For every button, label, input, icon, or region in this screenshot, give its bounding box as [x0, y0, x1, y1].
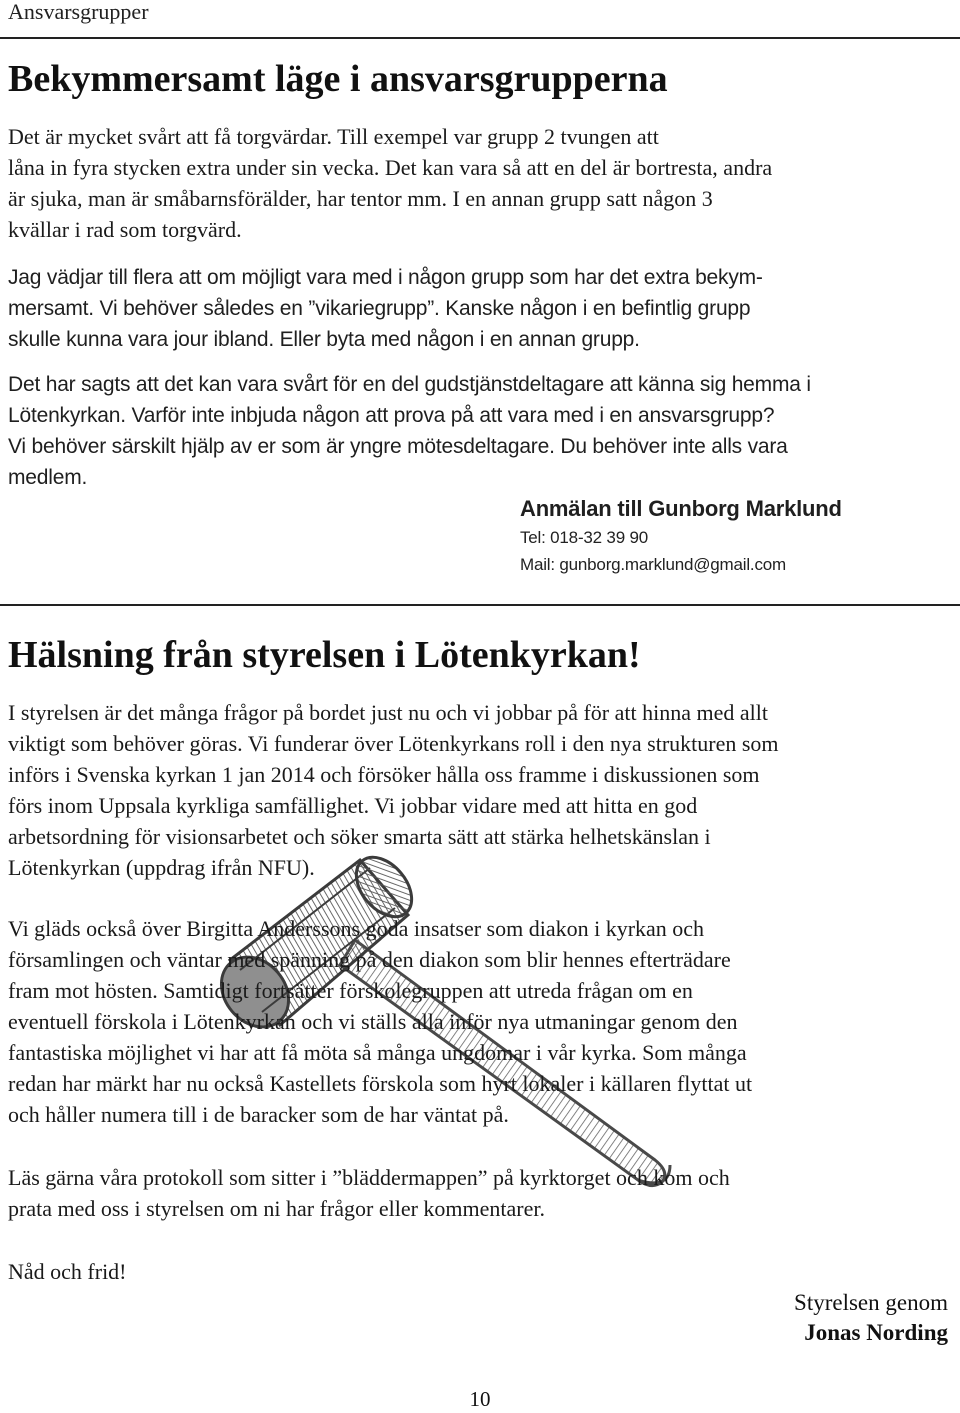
text-line: eventuell förskola i Lötenkyrkan och vi ställs alla inför nya utmaningar genom den	[8, 1009, 738, 1034]
text-line: skulle kunna vara jour ibland. Eller byta med någon i en annan grupp.	[8, 328, 640, 351]
text-line: viktigt som behöver göras. Vi funderar över Lötenkyrkans roll i den nya strukturen som	[8, 731, 779, 756]
text-line: Läs gärna våra protokoll som sitter i ”bläddermappen” på kyrktorget och kom och	[8, 1165, 730, 1190]
contact-email: Mail: gunborg.marklund@gmail.com	[520, 555, 786, 574]
text-line: Det är mycket svårt att få torgvärdar. Till exempel var grupp 2 tvungen att	[8, 124, 659, 149]
text-line: medlem.	[8, 466, 88, 489]
text-line: Lötenkyrkan. Varför inte inbjuda någon att prova på att vara med i en ansvarsgrupp?	[8, 404, 775, 427]
text-line: fantastiska möjlighet vi har att få möta så många ungdomar i vår kyrka. Som många	[8, 1040, 747, 1065]
article-title: Bekymmersamt läge i ansvarsgrupperna	[8, 58, 668, 100]
text-line: församlingen och väntar med spänning på den diakon som blir hennes efterträdare	[8, 947, 731, 972]
text-line: Vi behöver särskilt hjälp av er som är yngre mötesdeltagare. Du behöver inte alls vara	[8, 435, 788, 458]
section-divider	[0, 604, 960, 606]
text-line: och håller numera till i de baracker som de har väntat på.	[8, 1102, 509, 1127]
text-line: låna in fyra stycken extra under sin vecka. Det kan vara så att en del är bortresta, andra	[8, 155, 773, 180]
text-line: I styrelsen är det många frågor på bordet just nu och vi jobbar på för att hinna med allt	[8, 700, 768, 725]
article-paragraph-3	[8, 1162, 953, 1224]
text-line: redan har märkt har nu också Kastellets förskola som hyrt lokaler i källaren flyttat ut	[8, 1071, 753, 1096]
page-number: 10	[469, 1387, 491, 1411]
text-line: mersamt. Vi behöver således en ”vikariegrupp”. Kanske någon i en befintlig grupp	[8, 297, 751, 320]
text-line: Jag vädjar till flera att om möjligt vara med i någon grupp som har det extra bekym-	[8, 266, 763, 289]
text-line: kvällar i rad som torgvärd.	[8, 217, 242, 242]
text-line: införs i Svenska kyrkan 1 jan 2014 och försöker hålla oss framme i diskussionen som	[8, 762, 760, 787]
article-paragraph-2	[8, 913, 953, 1130]
text-line: Lötenkyrkan (uppdrag ifrån NFU).	[8, 855, 315, 880]
text-line: Det har sagts att det kan vara svårt för en del gudstjänstdeltagare att känna sig hemma i	[8, 373, 811, 396]
article-title: Hälsning från styrelsen i Lötenkyrkan!	[8, 634, 641, 676]
signature-intro: Styrelsen genom	[794, 1290, 948, 1315]
text-line: är sjuka, man är småbarnsförälder, har tentor mm. I en annan grupp satt någon 3	[8, 186, 713, 211]
section-label: Ansvarsgrupper	[8, 0, 149, 24]
text-line: prata med oss i styrelsen om ni har frågor eller kommentarer.	[8, 1196, 545, 1221]
text-line: arbetsordning för visionsarbetet och söker smarta sätt att stärka helhetskänslan i	[8, 824, 711, 849]
contact-title: Anmälan till Gunborg Marklund	[520, 496, 842, 521]
article-paragraph-3	[8, 369, 953, 493]
article-paragraph-1	[8, 697, 953, 883]
text-line: Vi gläds också över Birgitta Anderssons goda insatser som diakon i kyrkan och	[8, 916, 705, 941]
article-paragraph-1	[8, 121, 953, 245]
header-divider	[0, 37, 960, 39]
contact-block	[520, 494, 842, 578]
contact-phone: Tel: 018-32 39 90	[520, 528, 648, 547]
closing-greeting: Nåd och frid!	[8, 1259, 127, 1284]
article-paragraph-2	[8, 262, 953, 355]
text-line: fram mot hösten. Samtidigt fortsätter förskolegruppen att utreda frågan om en	[8, 978, 693, 1003]
signature-name: Jonas Nording	[804, 1320, 948, 1345]
text-line: förs inom Uppsala kyrkliga samfällighet. Vi jobbar vidare med att hitta en god	[8, 793, 698, 818]
